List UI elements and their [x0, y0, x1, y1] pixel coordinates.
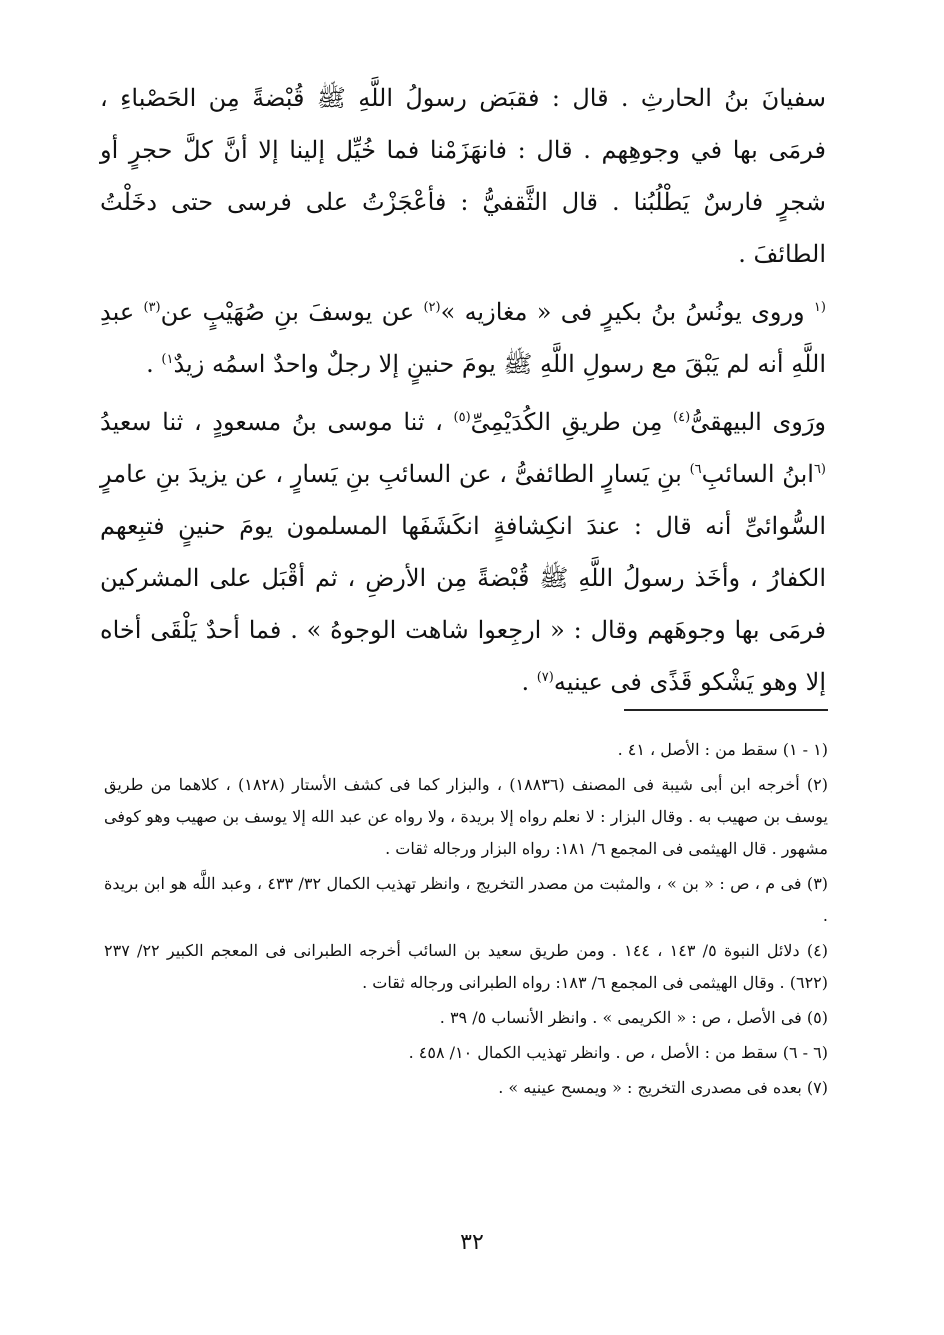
footnote-5: (٥) فى الأصل ، ص : « الكريمى » . وانظر الأنساب ٥/ ٣٩ . — [439, 1008, 828, 1027]
footnote-4: (٤) دلائل النبوة ٥/ ١٤٣ ، ١٤٤ . ومن طريق سعيد بن السائب أخرجه الطبرانى فى المعجم الكبير ٢٢/ ٢٣٧ (٦٢٢) . وقال الهيثمى فى المجمع ٦/ ١٨٣: رواه الطبرانى ورجاله ثقات . — [104, 941, 828, 992]
text-run: وروى يونُسُ بنُ بكيرٍ فى « مغازيه » — [440, 298, 814, 326]
footnotes — [104, 734, 828, 1107]
footnote-marker: ١) — [161, 352, 174, 367]
main-text — [100, 72, 826, 714]
footnote-marker: (٤) — [673, 410, 691, 425]
footnote-marker: (٥) — [453, 410, 471, 425]
footnote-2: (٢) أخرجه ابن أبى شيبة فى المصنف (١٨٨٣٦) ، والبزار كما فى كشف الأستار (١٨٢٨) ، كلاهما من طريق يوسف بن صهيب به . وقال البزار : لا نعلم رواه إلا بريدة ، ولا رواه عن عبد الله إلا يوسف بن صهيب وهو كوفى مشهور . قال الهيثمى فى المجمع ٦/ ١٨١: رواه البزار ورجاله ثقات . — [104, 775, 829, 858]
paragraph-3 — [100, 396, 826, 708]
text-run: . — [146, 350, 162, 378]
page-number: ٣٢ — [460, 1230, 484, 1255]
footnote-1: (١ - ١) سقط من : الأصل ، ٤١ . — [617, 740, 828, 759]
footnote-7: (٧) بعده فى مصدرى التخريج : « ويمسح عينيه » . — [498, 1078, 828, 1097]
footnote-6: (٦ - ٦) سقط من : الأصل ، ص . وانظر تهذيب الكمال ١٠/ ٤٥٨ . — [408, 1043, 828, 1062]
text-run: . — [521, 668, 537, 696]
text-run: عبدِ اللَّهِ أنه لم يَبْقَ مع رسولِ اللَّهِ ﷺ يومَ حنينٍ إلا رجلٌ واحدٌ اسمُه زيدٌ — [100, 298, 826, 378]
footnote-separator — [624, 709, 828, 711]
text-run: ورَوى البيهقىُّ — [690, 408, 826, 436]
text-run: ، ثنا موسى بنُ مسعودٍ ، ثنا سعيدُ — [100, 408, 454, 436]
text-run: مِن طريقِ الكُدَيْمِىِّ — [470, 408, 674, 436]
text-run: سفيانَ بنُ الحارثِ . قال : فقبَض رسولُ اللَّهِ ﷺ قُبْضةً مِن الحَصْباءِ ، فرمَى بها في وجوهِهم . قال : فانهَزَمْنا فما خُيِّل إلينا إلا أنَّ كلَّ حجرٍ أو شجرٍ فارسٌ يَطْلُبُنا . قال الثَّقفيُّ : فأعْجَزْتُ على فرسى حتى دخَلْتُ الطائفَ . — [100, 84, 826, 268]
footnote-marker: (١ — [813, 300, 826, 315]
footnote-marker: (٦ — [813, 462, 826, 477]
paragraph-1 — [100, 72, 826, 280]
text-run: عن يوسفَ بنِ صُهَيْبٍ عن — [160, 298, 424, 326]
footnote-3: (٣) فى م ، ص : « بن » ، والمثبت من مصدر التخريج ، وانظر تهذيب الكمال ٣٢/ ٤٣٣ ، وعبد اللَّه هو ابن بريدة . — [104, 874, 829, 925]
footnote-marker: (٢) — [423, 300, 441, 315]
footnote-marker: (٣) — [143, 300, 161, 315]
text-run: ابنُ السائبِ — [701, 460, 814, 488]
paragraph-2 — [100, 286, 826, 390]
footnote-marker: ٦) — [689, 462, 702, 477]
footnote-marker: (٧) — [536, 670, 554, 685]
text-run: بنِ يَسارٍ الطائفىُّ ، عن السائبِ بنِ يَسارٍ ، عن يزيدَ بنِ عامرٍ السُّوائىِّ أنه قال : عندَ انكِشافةٍ انكَشَفَها المسلمون يومَ حنينٍ فتبِعهم الكفارُ ، وأخَذ رسولُ اللَّهِ ﷺ قُبْضةً مِن الأرضِ ، ثم أقْبَل على المشركين فرمَى بها وجوهَهم وقال : « ارجِعوا شاهت الوجوهُ » . فما أحدٌ يَلْقَى أخاه إلا وهو يَشْكو قَذًى فى عينيه — [100, 460, 826, 696]
